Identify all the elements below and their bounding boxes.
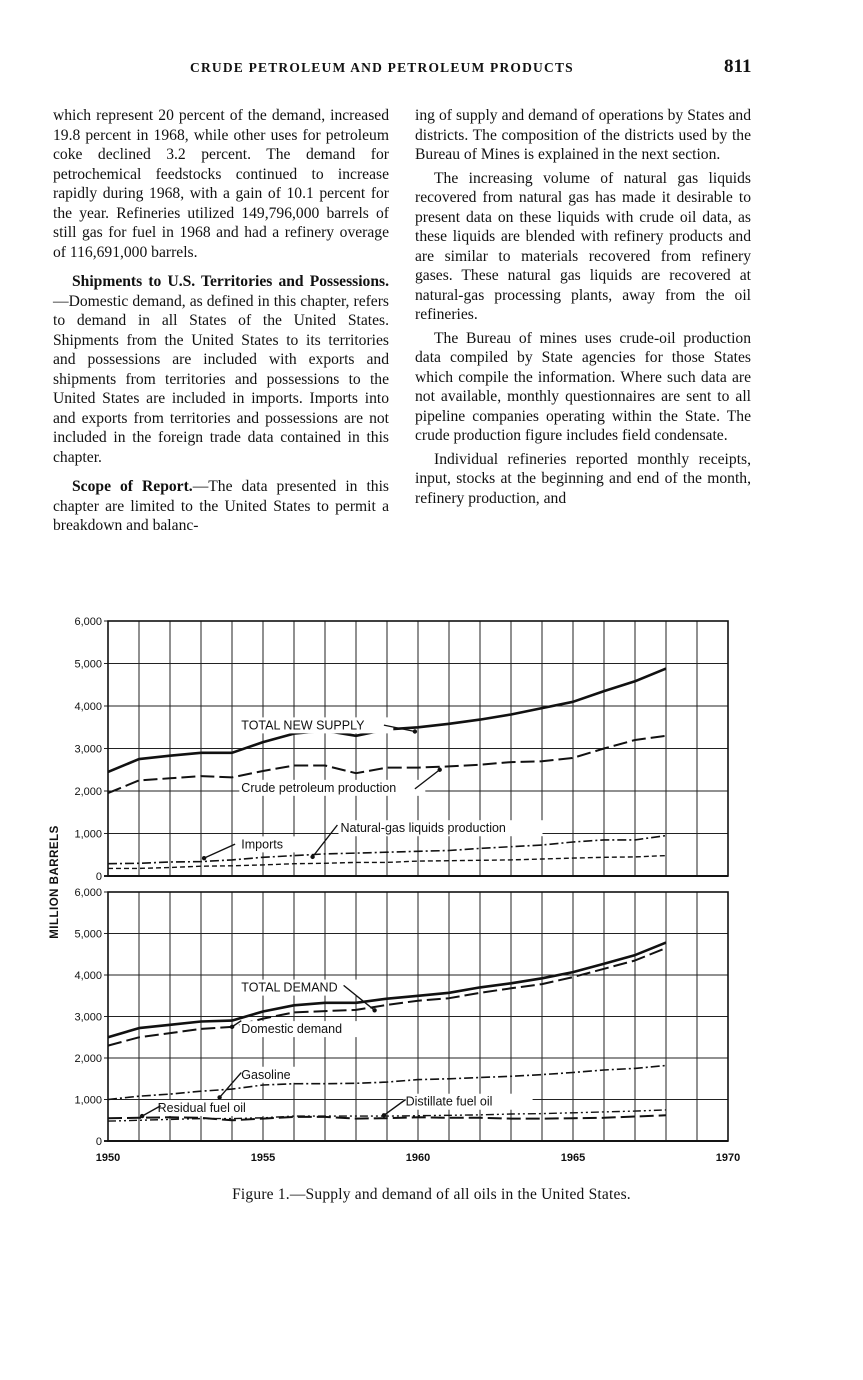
section-heading-shipments: Shipments to U.S. Territories and Possessions. bbox=[72, 273, 389, 290]
running-title: CRUDE PETROLEUM AND PETROLEUM PRODUCTS bbox=[190, 60, 574, 75]
label-total-demand: TOTAL DEMAND bbox=[241, 980, 338, 995]
shipments-body: —Domestic demand, as defined in this chapter, refers to demand in all States of the United States. Shipments from the United States to its territories and possessions are included with exports and shipments from territories and possessions to the United States are included in imports. Imports into and exports from territories and possessions are not included in the foreign trade data contained in this chapter. bbox=[53, 292, 389, 466]
label-crude-production-leader bbox=[415, 770, 440, 789]
section-heading-scope: Scope of Report. bbox=[72, 478, 193, 495]
y-tick-label: 6,000 bbox=[74, 616, 102, 628]
label-domestic-demand: Domestic demand bbox=[241, 1022, 343, 1037]
right-paragraph-1: ing of supply and demand of operations by States and districts. The composition of the districts used by the Bureau of Mines is explained in the next section. bbox=[415, 107, 751, 163]
label-ngl: Natural-gas liquids production bbox=[340, 821, 506, 836]
y-axis-title: MILLION BARRELS bbox=[49, 825, 61, 939]
right-paragraph-3: The Bureau of mines uses crude-oil production data compiled by State agencies for those States which compile the information. Where such data are not available, monthly questionnaires are sent to all pipeline companies operating within the State. The crude production figure includes field condensate. bbox=[415, 329, 751, 444]
left-paragraph-3 bbox=[53, 477, 389, 536]
x-tick-label: 1955 bbox=[250, 1152, 276, 1164]
y-tick-label: 5,000 bbox=[74, 928, 102, 941]
left-paragraph-1: which represent 20 percent of the demand, increased 19.8 percent in 1968, while other uses for petroleum coke declined 3.2 percent. The demand for petrochemical feedstocks continued to increase rapidly during 1968, with a gain of 10.1 percent for the year. Refineries utilized 149,796,000 barrels of still gas for fuel in 1968 and had a refinery overage of 116,691,000 barrels. bbox=[53, 107, 389, 261]
supply-demand-chart bbox=[0, 600, 863, 1180]
label-total-new-supply: TOTAL NEW SUPPLY bbox=[241, 718, 365, 733]
y-tick-label: 0 bbox=[95, 1136, 102, 1148]
y-tick-label: 3,000 bbox=[74, 743, 102, 756]
supply-panel bbox=[74, 616, 728, 883]
page-header bbox=[0, 58, 863, 82]
right-paragraph-4: Individual refineries reported monthly receipts, input, stocks at the beginning and end of the month, refinery production, and bbox=[415, 450, 751, 507]
label-residual-arrowhead bbox=[140, 1114, 144, 1118]
label-gasoline: Gasoline bbox=[241, 1067, 291, 1082]
label-gasoline-leader bbox=[220, 1073, 242, 1098]
scope-body: —The data presented in this chapter are limited to the United States to permit a breakdown and balanc- bbox=[53, 478, 389, 534]
label-residual: Residual fuel oil bbox=[157, 1100, 246, 1115]
label-gasoline-arrowhead bbox=[217, 1095, 221, 1099]
figure-caption: Figure 1.—Supply and demand of all oils in the United States. bbox=[232, 1186, 631, 1203]
x-tick-label: 1960 bbox=[405, 1152, 431, 1164]
y-tick-label: 6,000 bbox=[74, 887, 102, 899]
right-column bbox=[415, 106, 751, 508]
y-tick-label: 3,000 bbox=[74, 1011, 102, 1024]
label-total-new-supply-arrowhead bbox=[413, 729, 417, 733]
y-tick-label: 2,000 bbox=[74, 1053, 102, 1065]
label-ngl-arrowhead bbox=[310, 855, 314, 859]
y-tick-label: 5,000 bbox=[74, 658, 102, 671]
label-imports-arrowhead bbox=[202, 856, 206, 860]
x-tick-label: 1965 bbox=[560, 1152, 586, 1164]
label-imports-leader bbox=[204, 844, 235, 858]
y-tick-label: 4,000 bbox=[74, 970, 102, 982]
page-number: 811 bbox=[724, 56, 752, 77]
left-paragraph-2 bbox=[53, 272, 389, 467]
y-tick-label: 0 bbox=[95, 871, 102, 883]
right-paragraph-2: The increasing volume of natural gas liquids recovered from natural gas has made it desirable to present data on these liquids with crude oil data, as these liquids are blended with refinery products and are similar to materials recovered from refinery gases. These natural gas liquids are recovered at natural-gas processing plants, away from the oil refineries. bbox=[415, 169, 751, 323]
x-tick-label: 1950 bbox=[95, 1152, 121, 1164]
y-tick-label: 2,000 bbox=[74, 786, 102, 798]
demand-panel bbox=[74, 887, 740, 1164]
label-distillate-arrowhead bbox=[382, 1113, 386, 1117]
y-tick-label: 1,000 bbox=[74, 1094, 102, 1107]
label-crude-production-arrowhead bbox=[438, 768, 442, 772]
left-column bbox=[53, 106, 389, 536]
y-axis-title-group bbox=[49, 825, 61, 939]
y-tick-label: 1,000 bbox=[74, 828, 102, 841]
label-total-demand-arrowhead bbox=[372, 1008, 376, 1012]
label-domestic-demand-arrowhead bbox=[230, 1025, 234, 1029]
y-tick-label: 4,000 bbox=[74, 701, 102, 713]
label-distillate: Distillate fuel oil bbox=[405, 1094, 493, 1109]
x-tick-label: 1970 bbox=[715, 1152, 741, 1164]
label-total-demand-leader bbox=[344, 985, 375, 1010]
label-crude-production: Crude petroleum production bbox=[241, 780, 397, 795]
label-imports: Imports bbox=[241, 837, 283, 852]
